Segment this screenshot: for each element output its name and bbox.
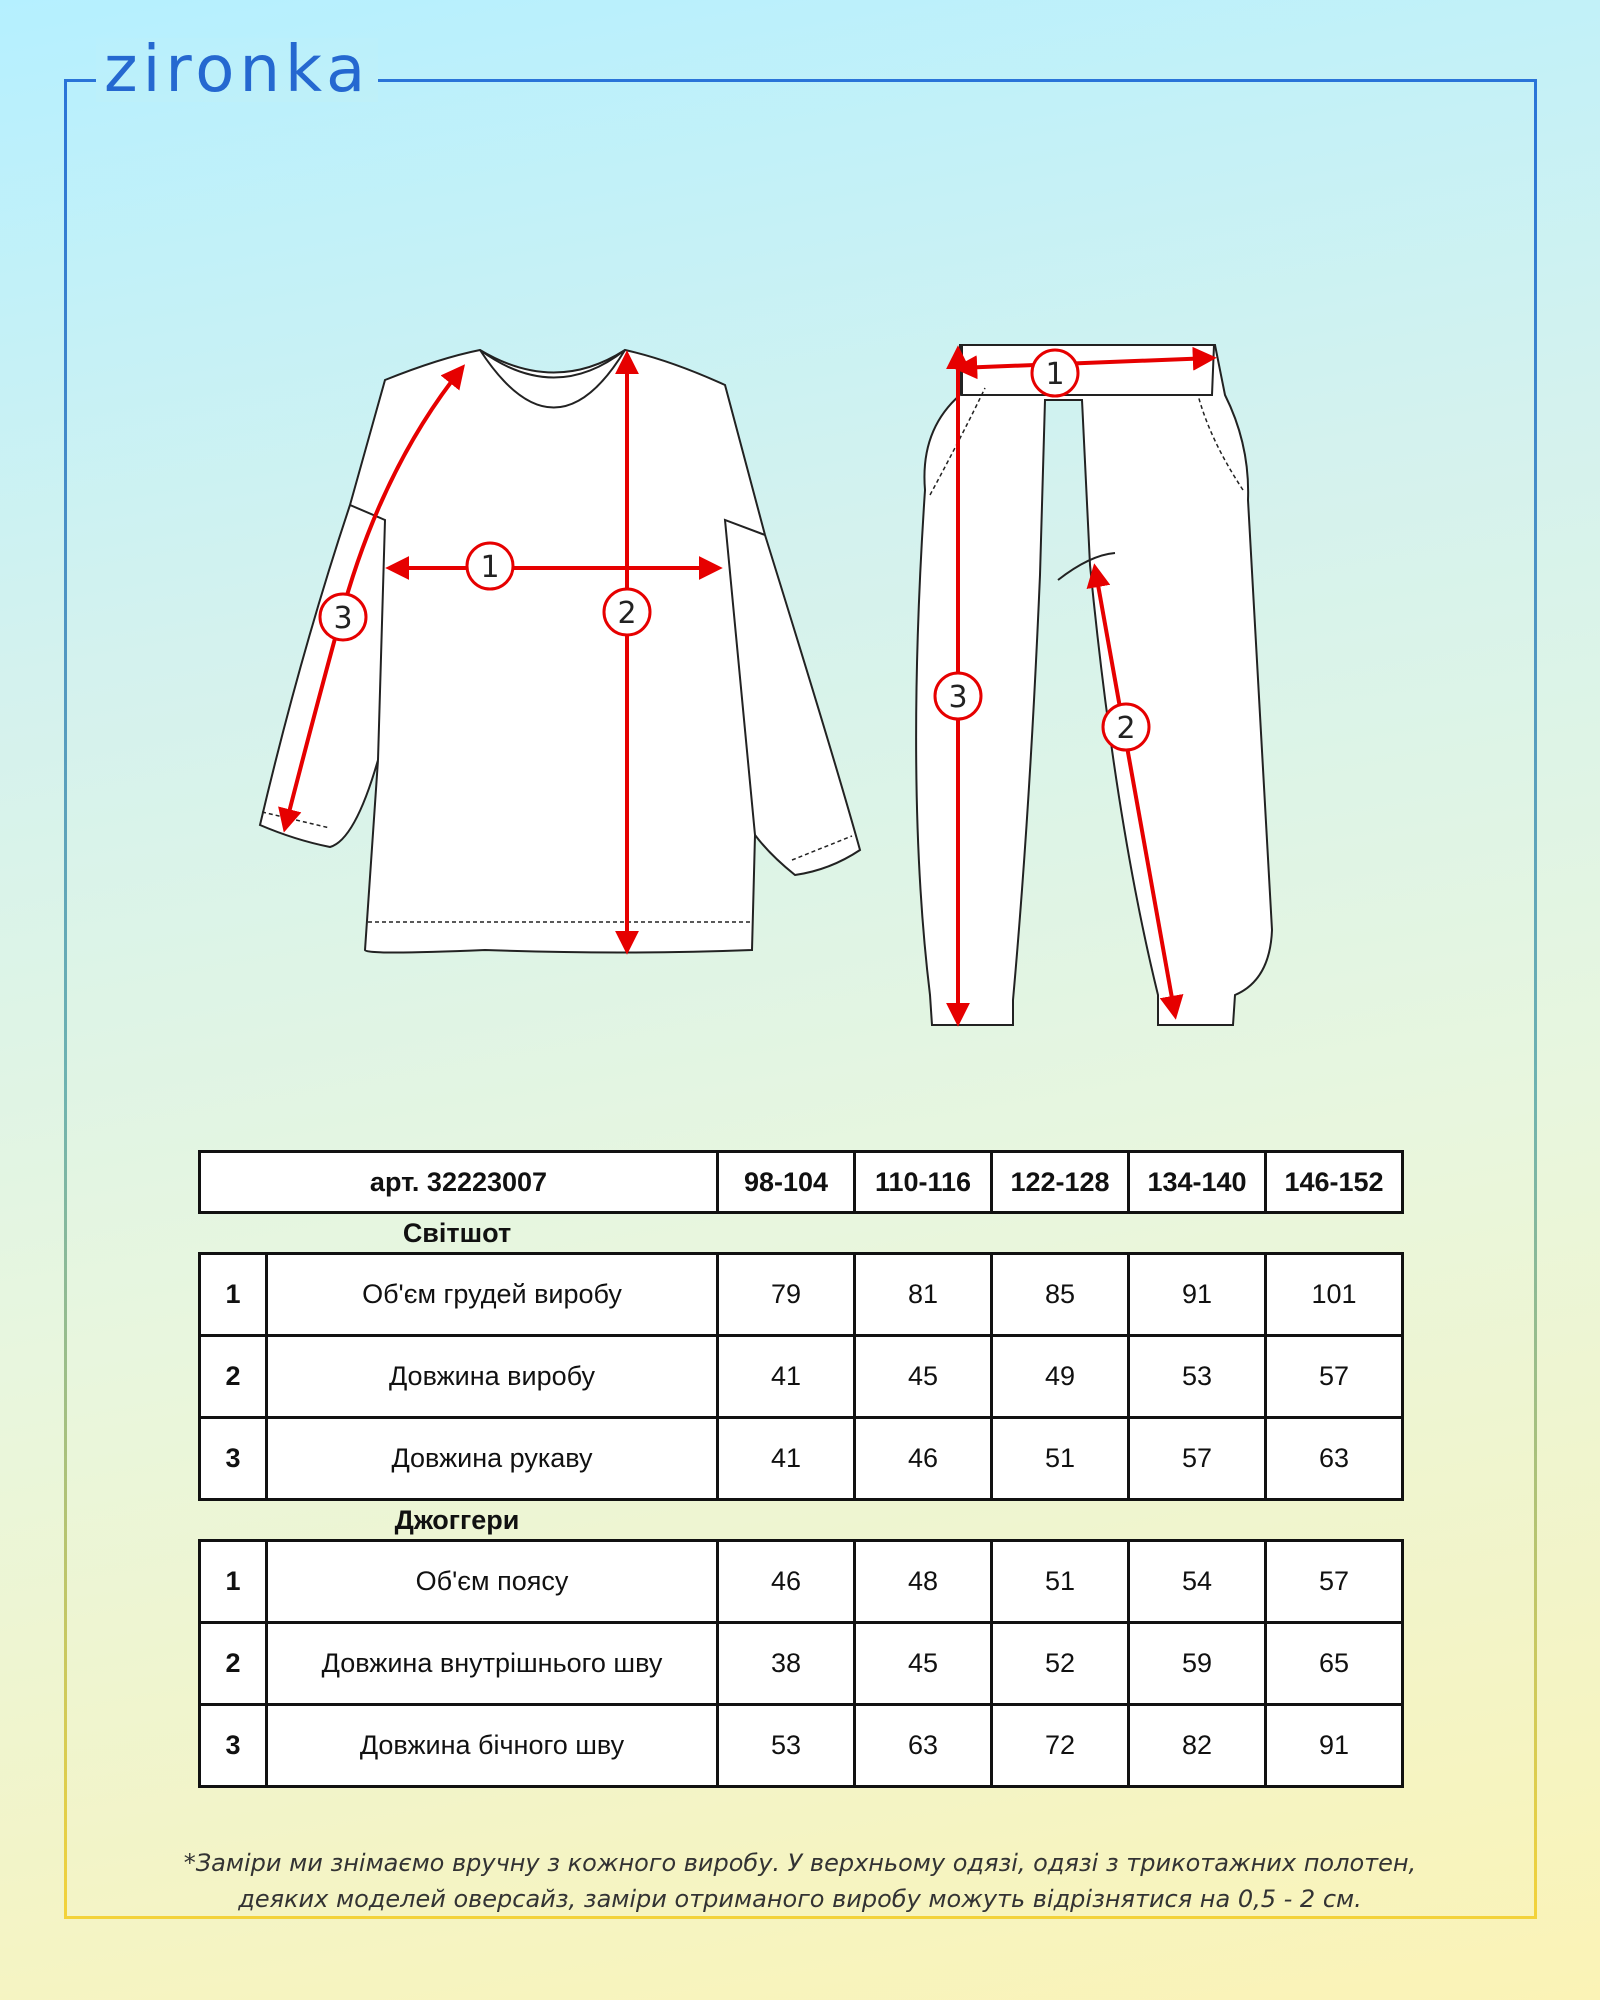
cell-value: 45 <box>855 1336 992 1418</box>
row-number: 2 <box>200 1623 267 1705</box>
footnote <box>70 1845 1530 1917</box>
marker-joggers-2 <box>1103 704 1149 750</box>
cell-value: 45 <box>855 1623 992 1705</box>
table-row <box>200 1418 1403 1500</box>
cell-value: 81 <box>855 1254 992 1336</box>
brand-logo: zironka <box>96 38 378 102</box>
cell-value: 51 <box>992 1541 1129 1623</box>
cell-value: 53 <box>1129 1336 1266 1418</box>
cell-value: 52 <box>992 1623 1129 1705</box>
marker-label: 3 <box>948 680 968 715</box>
cell-value: 54 <box>1129 1541 1266 1623</box>
cell-value: 51 <box>992 1418 1129 1500</box>
size-header: 110-116 <box>855 1152 992 1213</box>
row-number: 1 <box>200 1254 267 1336</box>
marker-label: 2 <box>617 596 637 631</box>
cell-value: 65 <box>1266 1623 1403 1705</box>
section-title-sweatshirt: Світшот <box>402 1218 512 1248</box>
size-header: 98-104 <box>718 1152 855 1213</box>
cell-value: 48 <box>855 1541 992 1623</box>
cell-value: 57 <box>1129 1418 1266 1500</box>
cell-value: 57 <box>1266 1541 1403 1623</box>
marker-joggers-1 <box>1032 350 1078 396</box>
size-header: 134-140 <box>1129 1152 1266 1213</box>
row-label: Довжина бічного шву <box>267 1705 718 1787</box>
row-number: 3 <box>200 1418 267 1500</box>
cell-value: 91 <box>1266 1705 1403 1787</box>
size-header: 146-152 <box>1266 1152 1403 1213</box>
cell-value: 72 <box>992 1705 1129 1787</box>
article-number: арт. 32223007 <box>200 1152 718 1213</box>
marker-sweatshirt-2 <box>604 589 650 635</box>
row-label: Довжина рукаву <box>267 1418 718 1500</box>
cell-value: 101 <box>1266 1254 1403 1336</box>
table-row <box>200 1541 1403 1623</box>
marker-label: 1 <box>1045 357 1065 392</box>
cell-value: 46 <box>718 1541 855 1623</box>
row-number: 3 <box>200 1705 267 1787</box>
marker-label: 1 <box>480 550 500 585</box>
footnote-line-2: деяких моделей оверсайз, заміри отриманого виробу можуть відрізнятися на 0,5 - 2 см. <box>238 1885 1362 1913</box>
table-row <box>200 1254 1403 1336</box>
cell-value: 46 <box>855 1418 992 1500</box>
marker-sweatshirt-3 <box>320 594 366 640</box>
cell-value: 59 <box>1129 1623 1266 1705</box>
cell-value: 85 <box>992 1254 1129 1336</box>
row-label: Довжина виробу <box>267 1336 718 1418</box>
sweatshirt-table <box>198 1252 1404 1501</box>
section-title-joggers: Джоггери <box>394 1505 520 1535</box>
cell-value: 91 <box>1129 1254 1266 1336</box>
marker-sweatshirt-1 <box>467 543 513 589</box>
cell-value: 79 <box>718 1254 855 1336</box>
marker-label: 2 <box>1116 711 1136 746</box>
size-header-table <box>198 1150 1404 1214</box>
row-label: Об'єм поясу <box>267 1541 718 1623</box>
size-header: 122-128 <box>992 1152 1129 1213</box>
joggers-table <box>198 1539 1404 1788</box>
cell-value: 53 <box>718 1705 855 1787</box>
cell-value: 57 <box>1266 1336 1403 1418</box>
cell-value: 38 <box>718 1623 855 1705</box>
row-label: Довжина внутрішнього шву <box>267 1623 718 1705</box>
sweatshirt-drawing <box>260 350 860 953</box>
cell-value: 82 <box>1129 1705 1266 1787</box>
marker-joggers-3 <box>935 673 981 719</box>
cell-value: 49 <box>992 1336 1129 1418</box>
row-label: Об'єм грудей виробу <box>267 1254 718 1336</box>
footnote-line-1: *Заміри ми знімаємо вручну з кожного виробу. У верхньому одязі, одязі з трикотажних полотен, <box>183 1849 1417 1877</box>
cell-value: 41 <box>718 1418 855 1500</box>
table-row <box>200 1705 1403 1787</box>
marker-label: 3 <box>333 601 353 636</box>
row-number: 2 <box>200 1336 267 1418</box>
cell-value: 63 <box>855 1705 992 1787</box>
table-row <box>200 1623 1403 1705</box>
cell-value: 63 <box>1266 1418 1403 1500</box>
row-number: 1 <box>200 1541 267 1623</box>
cell-value: 41 <box>718 1336 855 1418</box>
table-row <box>200 1336 1403 1418</box>
